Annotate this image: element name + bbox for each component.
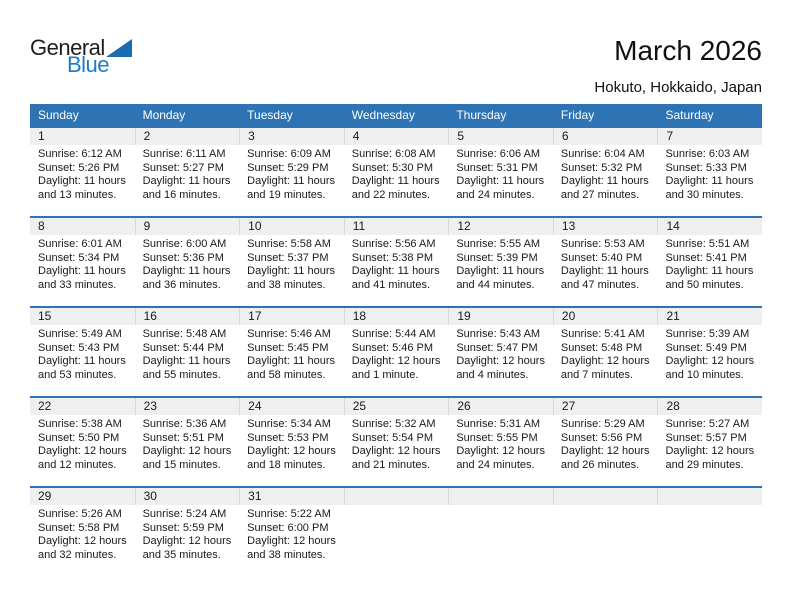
day-details bbox=[553, 325, 658, 382]
sunrise-text: Sunrise: 5:34 AM bbox=[247, 418, 331, 430]
sunrise-text: Sunrise: 5:36 AM bbox=[142, 418, 227, 430]
day-number: 11 bbox=[344, 218, 449, 235]
sunset-text: Sunset: 5:43 PM bbox=[38, 341, 120, 354]
daylight-text: Daylight: 11 hours and 16 minutes. bbox=[142, 175, 231, 201]
day-cell-8 bbox=[30, 218, 135, 306]
sunset-text: Sunset: 5:45 PM bbox=[247, 341, 329, 354]
daylight-text: Daylight: 11 hours and 36 minutes. bbox=[142, 265, 231, 291]
daylight-text: Daylight: 12 hours and 4 minutes. bbox=[456, 355, 545, 381]
daylight-text: Daylight: 11 hours and 47 minutes. bbox=[560, 265, 649, 291]
day-cell-31 bbox=[239, 488, 344, 576]
sunrise-text: Sunrise: 6:06 AM bbox=[456, 148, 541, 160]
day-cell-26 bbox=[448, 398, 553, 486]
sunset-text: Sunset: 5:31 PM bbox=[456, 161, 538, 174]
sunrise-text: Sunrise: 5:32 AM bbox=[351, 418, 436, 430]
logo-text-blue: Blue bbox=[67, 52, 110, 77]
day-cell-empty bbox=[344, 488, 449, 576]
day-details bbox=[657, 415, 762, 472]
sunrise-text: Sunrise: 6:09 AM bbox=[247, 148, 331, 160]
daylight-text: Daylight: 12 hours and 26 minutes. bbox=[560, 445, 650, 471]
day-details bbox=[657, 325, 762, 382]
sunrise-text: Sunrise: 5:38 AM bbox=[38, 418, 122, 430]
daylight-text: Daylight: 11 hours and 38 minutes. bbox=[247, 265, 336, 291]
day-details bbox=[30, 325, 135, 382]
day-number: 19 bbox=[448, 308, 553, 325]
sunset-text: Sunset: 5:37 PM bbox=[247, 251, 329, 264]
sunset-text: Sunset: 5:26 PM bbox=[38, 161, 120, 174]
sunrise-text: Sunrise: 5:29 AM bbox=[560, 418, 645, 430]
day-details bbox=[344, 415, 449, 472]
weekday-header-saturday: Saturday bbox=[665, 108, 714, 122]
daylight-text: Daylight: 12 hours and 1 minute. bbox=[351, 355, 441, 381]
day-cell-19 bbox=[448, 308, 553, 396]
day-cell-5 bbox=[448, 128, 553, 216]
day-number-empty bbox=[448, 488, 553, 505]
day-details bbox=[239, 415, 344, 472]
title-block bbox=[594, 36, 762, 96]
day-cell-empty bbox=[448, 488, 553, 576]
weekday-header-wednesday: Wednesday bbox=[351, 108, 415, 122]
day-number: 17 bbox=[239, 308, 344, 325]
page-title: March 2026 bbox=[614, 35, 762, 66]
day-cell-14 bbox=[657, 218, 762, 306]
daylight-text: Daylight: 11 hours and 22 minutes. bbox=[351, 175, 440, 201]
daylight-text: Daylight: 12 hours and 35 minutes. bbox=[142, 535, 232, 561]
day-number: 18 bbox=[344, 308, 449, 325]
sunrise-text: Sunrise: 6:00 AM bbox=[142, 238, 227, 250]
sunset-text: Sunset: 5:53 PM bbox=[247, 431, 329, 444]
sunset-text: Sunset: 5:55 PM bbox=[456, 431, 538, 444]
day-cell-15 bbox=[30, 308, 135, 396]
sunrise-text: Sunrise: 5:58 AM bbox=[247, 238, 331, 250]
sunset-text: Sunset: 5:54 PM bbox=[351, 431, 434, 444]
day-number-empty bbox=[657, 488, 762, 505]
day-cell-7 bbox=[657, 128, 762, 216]
day-cell-25 bbox=[344, 398, 449, 486]
daylight-text: Daylight: 12 hours and 29 minutes. bbox=[665, 445, 755, 471]
week-row-2 bbox=[30, 216, 762, 306]
sunrise-text: Sunrise: 6:03 AM bbox=[665, 148, 750, 160]
day-details bbox=[239, 145, 344, 202]
daylight-text: Daylight: 12 hours and 18 minutes. bbox=[247, 445, 336, 471]
daylight-text: Daylight: 11 hours and 44 minutes. bbox=[456, 265, 545, 291]
day-cell-23 bbox=[135, 398, 240, 486]
week-row-1 bbox=[30, 126, 762, 216]
sunrise-text: Sunrise: 5:46 AM bbox=[247, 328, 331, 340]
weekday-header-row bbox=[30, 104, 762, 126]
calendar-grid bbox=[30, 126, 762, 576]
day-cell-24 bbox=[239, 398, 344, 486]
sunrise-text: Sunrise: 5:55 AM bbox=[456, 238, 541, 250]
weekday-header-thursday: Thursday bbox=[456, 108, 507, 122]
day-details bbox=[239, 235, 344, 292]
day-cell-12 bbox=[448, 218, 553, 306]
day-details bbox=[448, 325, 553, 382]
day-details bbox=[448, 415, 553, 472]
day-cell-6 bbox=[553, 128, 658, 216]
sunset-text: Sunset: 5:46 PM bbox=[351, 341, 434, 354]
day-number-empty bbox=[553, 488, 658, 505]
day-details bbox=[30, 505, 135, 562]
sunrise-text: Sunrise: 5:56 AM bbox=[351, 238, 436, 250]
day-number: 2 bbox=[135, 128, 240, 145]
day-number: 14 bbox=[657, 218, 762, 235]
daylight-text: Daylight: 12 hours and 7 minutes. bbox=[560, 355, 650, 381]
sunrise-text: Sunrise: 5:39 AM bbox=[665, 328, 750, 340]
daylight-text: Daylight: 11 hours and 13 minutes. bbox=[38, 175, 126, 201]
general-blue-logo bbox=[30, 37, 132, 76]
weekday-header-sunday: Sunday bbox=[38, 108, 79, 122]
sunset-text: Sunset: 5:34 PM bbox=[38, 251, 120, 264]
week-row-5 bbox=[30, 486, 762, 576]
day-details bbox=[135, 145, 240, 202]
day-details bbox=[553, 145, 658, 202]
logo-triangle-icon bbox=[106, 39, 132, 57]
sunrise-text: Sunrise: 5:49 AM bbox=[38, 328, 122, 340]
day-number: 30 bbox=[135, 488, 240, 505]
day-number: 8 bbox=[30, 218, 135, 235]
sunset-text: Sunset: 5:36 PM bbox=[142, 251, 224, 264]
day-cell-9 bbox=[135, 218, 240, 306]
day-cell-27 bbox=[553, 398, 658, 486]
day-details bbox=[448, 235, 553, 292]
sunrise-text: Sunrise: 5:48 AM bbox=[142, 328, 227, 340]
sunset-text: Sunset: 5:58 PM bbox=[38, 521, 120, 534]
day-details bbox=[135, 505, 240, 562]
day-cell-1 bbox=[30, 128, 135, 216]
sunrise-text: Sunrise: 5:26 AM bbox=[38, 508, 122, 520]
daylight-text: Daylight: 11 hours and 50 minutes. bbox=[665, 265, 754, 291]
day-number: 31 bbox=[239, 488, 344, 505]
sunset-text: Sunset: 5:30 PM bbox=[351, 161, 434, 174]
daylight-text: Daylight: 12 hours and 12 minutes. bbox=[38, 445, 127, 471]
sunrise-text: Sunrise: 6:08 AM bbox=[351, 148, 436, 160]
day-details bbox=[30, 415, 135, 472]
sunrise-text: Sunrise: 6:11 AM bbox=[142, 148, 226, 160]
sunset-text: Sunset: 6:00 PM bbox=[247, 521, 329, 534]
day-number: 29 bbox=[30, 488, 135, 505]
sunset-text: Sunset: 5:29 PM bbox=[247, 161, 329, 174]
day-details bbox=[553, 415, 658, 472]
sunrise-text: Sunrise: 5:24 AM bbox=[142, 508, 227, 520]
day-cell-3 bbox=[239, 128, 344, 216]
day-number: 24 bbox=[239, 398, 344, 415]
sunset-text: Sunset: 5:47 PM bbox=[456, 341, 538, 354]
weekday-header-tuesday: Tuesday bbox=[247, 108, 293, 122]
daylight-text: Daylight: 11 hours and 27 minutes. bbox=[560, 175, 649, 201]
sunset-text: Sunset: 5:39 PM bbox=[456, 251, 538, 264]
day-details bbox=[657, 235, 762, 292]
day-number: 4 bbox=[344, 128, 449, 145]
logo-text-general: General bbox=[30, 35, 105, 60]
day-cell-20 bbox=[553, 308, 658, 396]
day-details bbox=[448, 145, 553, 202]
day-number: 21 bbox=[657, 308, 762, 325]
daylight-text: Daylight: 11 hours and 55 minutes. bbox=[142, 355, 231, 381]
day-number: 5 bbox=[448, 128, 553, 145]
day-number: 3 bbox=[239, 128, 344, 145]
day-details bbox=[657, 145, 762, 202]
sunset-text: Sunset: 5:57 PM bbox=[665, 431, 747, 444]
daylight-text: Daylight: 11 hours and 19 minutes. bbox=[247, 175, 336, 201]
week-row-3 bbox=[30, 306, 762, 396]
daylight-text: Daylight: 11 hours and 58 minutes. bbox=[247, 355, 336, 381]
daylight-text: Daylight: 11 hours and 30 minutes. bbox=[665, 175, 754, 201]
day-number: 23 bbox=[135, 398, 240, 415]
day-cell-16 bbox=[135, 308, 240, 396]
sunrise-text: Sunrise: 5:31 AM bbox=[456, 418, 541, 430]
day-number: 20 bbox=[553, 308, 658, 325]
sunset-text: Sunset: 5:51 PM bbox=[142, 431, 224, 444]
sunrise-text: Sunrise: 5:22 AM bbox=[247, 508, 331, 520]
day-cell-17 bbox=[239, 308, 344, 396]
sunset-text: Sunset: 5:32 PM bbox=[560, 161, 643, 174]
day-number: 13 bbox=[553, 218, 658, 235]
day-details bbox=[553, 235, 658, 292]
day-cell-11 bbox=[344, 218, 449, 306]
day-cell-29 bbox=[30, 488, 135, 576]
day-details bbox=[239, 505, 344, 562]
sunset-text: Sunset: 5:41 PM bbox=[665, 251, 747, 264]
sunset-text: Sunset: 5:44 PM bbox=[142, 341, 224, 354]
sunset-text: Sunset: 5:27 PM bbox=[142, 161, 224, 174]
sunrise-text: Sunrise: 5:44 AM bbox=[351, 328, 436, 340]
day-details bbox=[135, 235, 240, 292]
day-number: 25 bbox=[344, 398, 449, 415]
day-cell-13 bbox=[553, 218, 658, 306]
day-cell-2 bbox=[135, 128, 240, 216]
sunset-text: Sunset: 5:33 PM bbox=[665, 161, 747, 174]
sunrise-text: Sunrise: 5:53 AM bbox=[560, 238, 645, 250]
daylight-text: Daylight: 12 hours and 10 minutes. bbox=[665, 355, 755, 381]
calendar bbox=[30, 104, 762, 576]
day-number: 28 bbox=[657, 398, 762, 415]
day-cell-empty bbox=[553, 488, 658, 576]
daylight-text: Daylight: 12 hours and 24 minutes. bbox=[456, 445, 545, 471]
sunrise-text: Sunrise: 6:04 AM bbox=[560, 148, 645, 160]
day-details bbox=[239, 325, 344, 382]
page-subtitle: Hokuto, Hokkaido, Japan bbox=[594, 78, 762, 96]
day-cell-30 bbox=[135, 488, 240, 576]
daylight-text: Daylight: 11 hours and 41 minutes. bbox=[351, 265, 440, 291]
sunrise-text: Sunrise: 5:27 AM bbox=[665, 418, 750, 430]
day-number: 26 bbox=[448, 398, 553, 415]
day-cell-28 bbox=[657, 398, 762, 486]
day-details bbox=[30, 145, 135, 202]
day-number: 10 bbox=[239, 218, 344, 235]
day-cell-empty bbox=[657, 488, 762, 576]
day-number: 15 bbox=[30, 308, 135, 325]
sunset-text: Sunset: 5:56 PM bbox=[560, 431, 643, 444]
day-details bbox=[344, 145, 449, 202]
day-details bbox=[135, 325, 240, 382]
day-details bbox=[30, 235, 135, 292]
weekday-header-friday: Friday bbox=[560, 108, 595, 122]
sunset-text: Sunset: 5:38 PM bbox=[351, 251, 434, 264]
daylight-text: Daylight: 11 hours and 53 minutes. bbox=[38, 355, 126, 381]
day-cell-10 bbox=[239, 218, 344, 306]
sunrise-text: Sunrise: 6:01 AM bbox=[38, 238, 122, 250]
day-number: 16 bbox=[135, 308, 240, 325]
day-cell-22 bbox=[30, 398, 135, 486]
daylight-text: Daylight: 12 hours and 32 minutes. bbox=[38, 535, 127, 561]
weekday-header-monday: Monday bbox=[142, 108, 186, 122]
day-number: 9 bbox=[135, 218, 240, 235]
day-details bbox=[135, 415, 240, 472]
daylight-text: Daylight: 12 hours and 21 minutes. bbox=[351, 445, 441, 471]
day-number: 1 bbox=[30, 128, 135, 145]
daylight-text: Daylight: 12 hours and 38 minutes. bbox=[247, 535, 336, 561]
day-number: 22 bbox=[30, 398, 135, 415]
day-details bbox=[344, 235, 449, 292]
day-number: 27 bbox=[553, 398, 658, 415]
sunset-text: Sunset: 5:59 PM bbox=[142, 521, 224, 534]
day-cell-21 bbox=[657, 308, 762, 396]
week-row-4 bbox=[30, 396, 762, 486]
sunset-text: Sunset: 5:40 PM bbox=[560, 251, 643, 264]
day-cell-18 bbox=[344, 308, 449, 396]
sunset-text: Sunset: 5:49 PM bbox=[665, 341, 747, 354]
day-number-empty bbox=[344, 488, 449, 505]
day-number: 6 bbox=[553, 128, 658, 145]
sunset-text: Sunset: 5:50 PM bbox=[38, 431, 120, 444]
daylight-text: Daylight: 11 hours and 33 minutes. bbox=[38, 265, 126, 291]
daylight-text: Daylight: 12 hours and 15 minutes. bbox=[142, 445, 232, 471]
day-number: 7 bbox=[657, 128, 762, 145]
sunrise-text: Sunrise: 5:41 AM bbox=[560, 328, 645, 340]
day-details bbox=[344, 325, 449, 382]
sunset-text: Sunset: 5:48 PM bbox=[560, 341, 643, 354]
sunrise-text: Sunrise: 6:12 AM bbox=[38, 148, 122, 160]
daylight-text: Daylight: 11 hours and 24 minutes. bbox=[456, 175, 545, 201]
day-cell-4 bbox=[344, 128, 449, 216]
sunrise-text: Sunrise: 5:43 AM bbox=[456, 328, 541, 340]
day-number: 12 bbox=[448, 218, 553, 235]
sunrise-text: Sunrise: 5:51 AM bbox=[665, 238, 750, 250]
